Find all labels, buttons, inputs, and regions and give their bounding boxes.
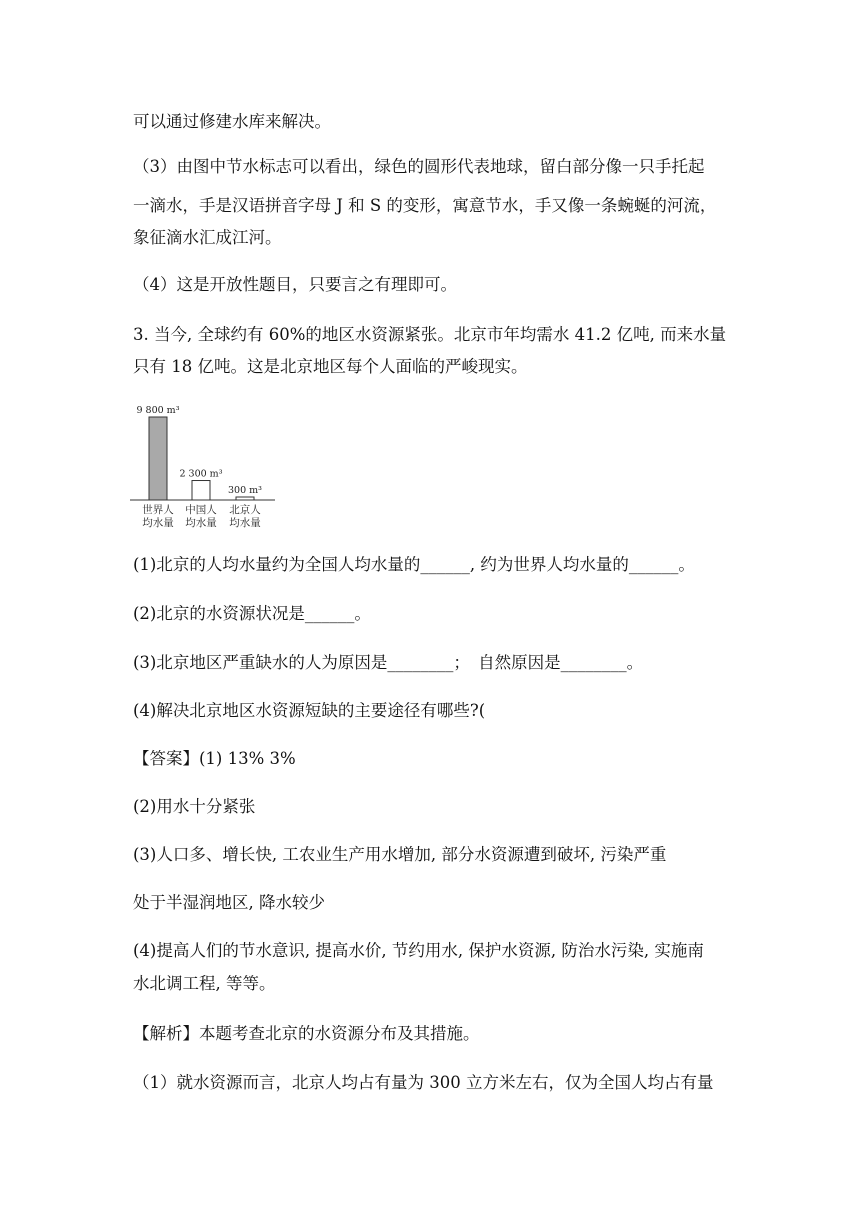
category-label: 中国人 <box>185 504 217 516</box>
answer-heading: 【答案】(1) 13% 3% <box>133 749 296 768</box>
water-per-capita-bar-chart <box>125 398 275 533</box>
question-2: (2)北京的水资源状况是______。 <box>133 604 371 623</box>
question-stem-line: 3. 当今, 全球约有 60%的地区水资源紧张。北京市年均需水 41.2 亿吨, 而来水量 <box>133 325 727 344</box>
answer-line: (4)提高人们的节水意识, 提高水价, 节约用水, 保护水资源, 防治水污染, 实施南 <box>133 941 704 960</box>
question-4: (4)解决北京地区水资源短缺的主要途径有哪些?( <box>133 701 486 720</box>
bar-value-label: 300 m³ <box>228 485 262 496</box>
analysis-heading: 【解析】本题考查北京的水资源分布及其措施。 <box>133 1024 480 1043</box>
category-label: 均水量 <box>185 517 217 529</box>
answer-line: (3)人口多、增长快, 工农业生产用水增加, 部分水资源遭到破坏, 污染严重 <box>133 845 667 864</box>
paragraph-line: 象征滴水汇成江河。 <box>133 228 282 247</box>
bar-value-label: 2 300 m³ <box>179 468 223 480</box>
category-label: 世界人 <box>142 504 174 516</box>
answer-line: 水北调工程, 等等。 <box>133 974 276 993</box>
paragraph-line: 可以通过修建水库来解决。 <box>133 112 331 131</box>
answer-line: 处于半湿润地区, 降水较少 <box>133 893 325 912</box>
bar <box>236 497 254 500</box>
category-label: 北京人 <box>229 504 261 516</box>
paragraph-line: （3）由图中节水标志可以看出，绿色的圆形代表地球，留白部分像一只手托起 <box>133 157 705 176</box>
answer-line: (2)用水十分紧张 <box>133 797 256 816</box>
bar-value-label: 9 800 m³ <box>136 405 180 416</box>
category-label: 均水量 <box>229 517 261 529</box>
bar <box>149 417 167 500</box>
bar <box>192 481 210 500</box>
category-label: 均水量 <box>142 517 174 529</box>
question-3: (3)北京地区严重缺水的人为原因是________； 自然原因是________。 <box>133 653 644 672</box>
paragraph-line: 一滴水，手是汉语拼音字母 J 和 S 的变形，寓意节水，手又像一条蜿蜒的河流， <box>133 196 717 215</box>
question-stem-line: 只有 18 亿吨。这是北京地区每个人面临的严峻现实。 <box>133 357 528 376</box>
analysis-line: （1）就水资源而言，北京人均占有量为 300 立方米左右，仅为全国人均占有量 <box>133 1073 714 1092</box>
bar-chart-svg <box>125 398 275 533</box>
paragraph-line: （4）这是开放性题目，只要言之有理即可。 <box>133 275 457 294</box>
question-1: (1)北京的人均水量约为全国人均水量的______, 约为世界人均水量的______。 <box>133 555 695 574</box>
